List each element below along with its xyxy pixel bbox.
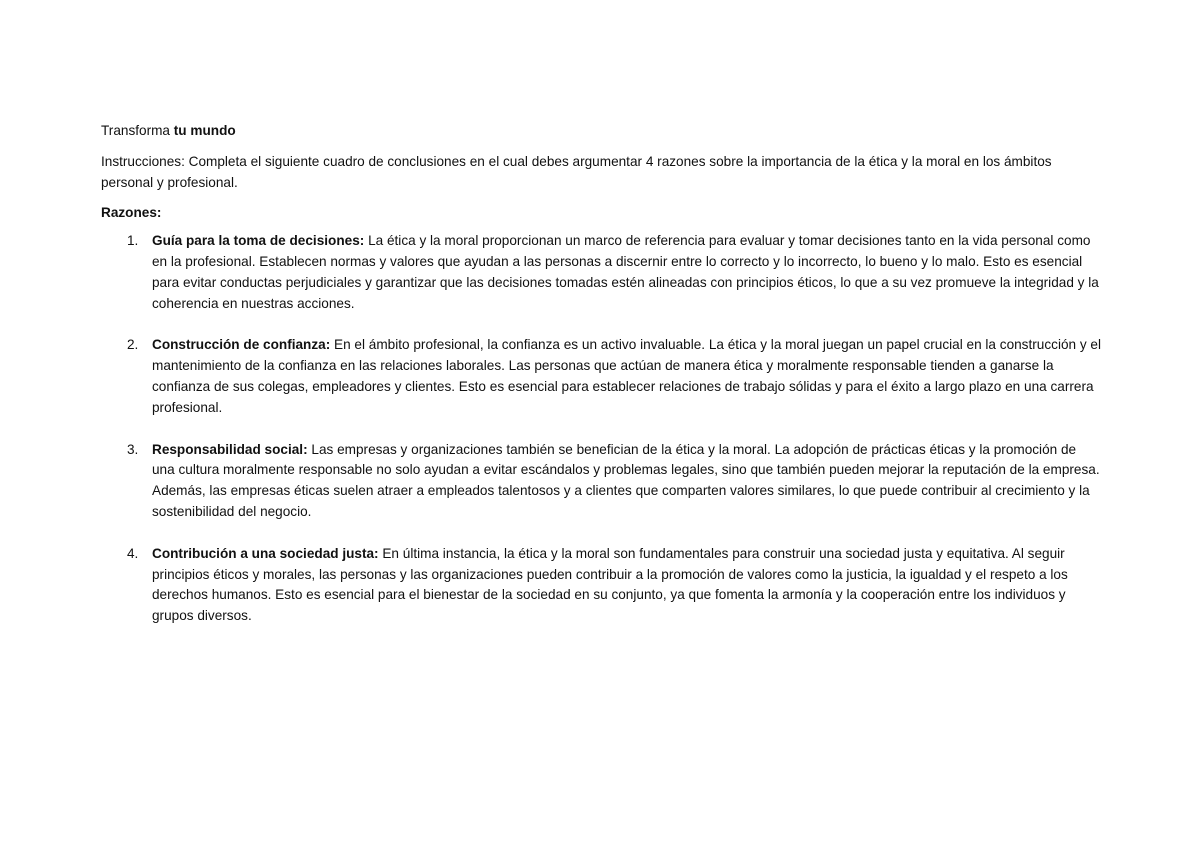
reason-text: En última instancia, la ética y la moral son fundamentales para construir una sociedad justa y equitativa. Al seguir principios éticos y morales, las personas y las organizaciones pueden contribuir a la promoción de valores como la justicia, la igualdad y el respeto a los derechos humanos. Esto es esencial para el bienestar de la sociedad en su conjunto, ya que fomenta la armonía y la cooperación entre los individuos y grupos diversos.	[152, 545, 1068, 624]
reasons-heading: Razones:	[101, 205, 162, 221]
title-bold: tu mundo	[173, 123, 236, 138]
reason-number: 4.	[127, 545, 139, 561]
reason-heading: Contribución a una sociedad justa:	[152, 545, 379, 561]
document-title	[101, 121, 1101, 142]
reason-text: En el ámbito profesional, la confianza es un activo invaluable. La ética y la moral juegan un papel crucial en la construcción y el mantenimiento de la confianza en las relaciones laborales. Las personas que actúan de manera ética y moralmente responsable tienden a ganarse la confianza de sus colegas, empleadores y clientes. Esto es esencial para establecer relaciones de trabajo sólidas y para el éxito a largo plazo en una carrera profesional.	[152, 337, 1102, 415]
reason-item	[101, 544, 1101, 627]
reason-number: 3.	[127, 441, 139, 457]
reason-heading: Responsabilidad social:	[152, 441, 308, 457]
reason-text: La ética y la moral proporcionan un marco de referencia para evaluar y tomar decisiones tanto en la vida personal como en la profesional. Establecen normas y valores que ayudan a las personas a discernir entre lo correcto y lo incorrecto, lo bueno y lo malo. Esto es esencial para evitar conductas perjudiciales y garantizar que las decisiones tomadas estén alineadas con principios éticos, lo que a su vez promueve la integridad y la coherencia en nuestras acciones.	[152, 233, 1099, 311]
reasons-list	[101, 231, 1101, 627]
reason-item	[101, 440, 1101, 523]
reason-item	[101, 335, 1101, 418]
document-page	[101, 121, 1101, 648]
instructions-paragraph: Instrucciones: Completa el siguiente cuadro de conclusiones en el cual debes argumentar 4 razones sobre la importancia de la ética y la moral en los ámbitos personal y profesional.	[101, 153, 1052, 190]
reason-text: Las empresas y organizaciones también se benefician de la ética y la moral. La adopción de prácticas éticas y la promoción de una cultura moralmente responsable no solo ayudan a evitar escándalos y problemas legales, sino que también pueden mejorar la reputación de la empresa. Además, las empresas éticas suelen atraer a empleados talentosos y a clientes que comparten valores similares, lo que puede contribuir al crecimiento y la sostenibilidad del negocio.	[152, 441, 1100, 519]
reason-heading: Construcción de confianza:	[152, 337, 331, 353]
reason-number: 1.	[127, 233, 139, 249]
title-prefix: Transforma	[101, 123, 174, 138]
reason-item	[101, 231, 1101, 314]
reason-heading: Guía para la toma de decisiones:	[152, 233, 365, 249]
reason-number: 2.	[127, 337, 139, 353]
